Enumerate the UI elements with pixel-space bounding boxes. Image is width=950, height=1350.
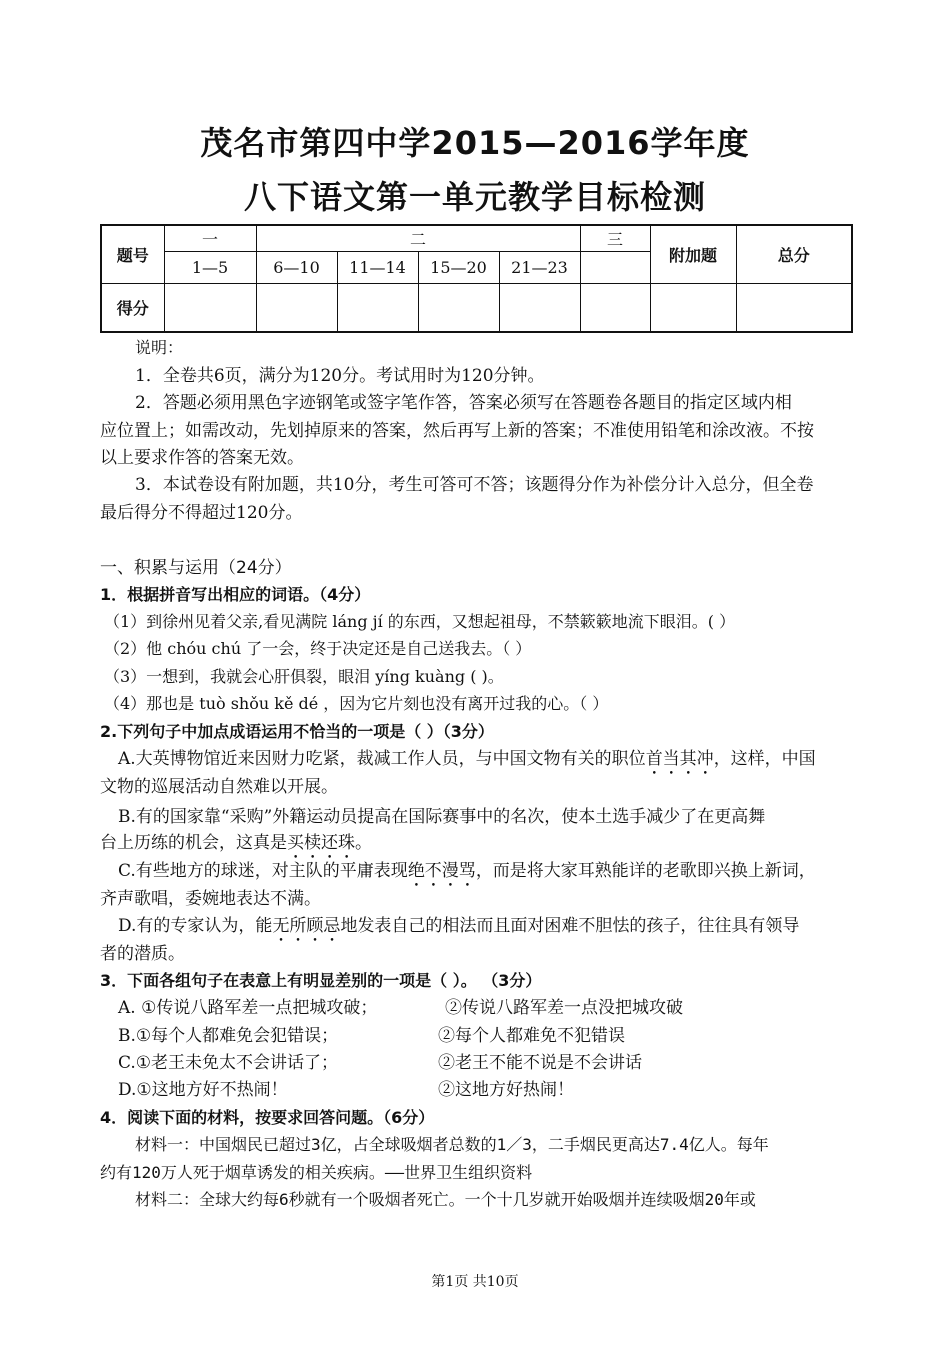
section3-header: 三	[580, 225, 650, 251]
q3-option-b-2: ②每个人都难免不犯错误	[438, 1026, 625, 1046]
score-cell	[337, 283, 418, 332]
range-cell-empty	[580, 251, 650, 283]
q2-option-c-line2: 齐声歌唱，委婉地表达不满。	[100, 889, 321, 909]
q1-title: 1．根据拼音写出相应的词语。（4分）	[100, 585, 371, 604]
total-score-header: 总分	[736, 225, 852, 283]
q2-option-a-line1: A.大英博物馆近来因财力吃紧，裁减工作人员，与中国文物有关的职位首当其冲，这样，中国	[118, 749, 816, 769]
q2-option-b-line2: 台上历练的机会，这真是买椟还珠。	[100, 833, 372, 853]
q1-sentence-3: （3）一想到，我就会心肝俱裂，眼泪 yíng kuàng ( )。	[104, 667, 504, 686]
emphasized-idiom: 无所顾忌	[272, 916, 341, 936]
note-item-3-line2: 最后得分不得超过120分。	[100, 503, 303, 523]
q3-option-d-1: D.①这地方好不热闹！	[118, 1080, 288, 1100]
note-item-1: 1．全卷共6页，满分为120分。考试用时为120分钟。	[135, 366, 545, 386]
page-footer: 第1页 共10页	[431, 1274, 519, 1290]
q2-option-d-line2: 者的潜质。	[100, 944, 185, 964]
q3-option-a-2: ②传说八路军差一点没把城攻破	[445, 998, 683, 1018]
emphasized-idiom: 首当其冲	[645, 749, 714, 769]
notes-heading: 说明：	[135, 338, 184, 357]
q3-title: 3．下面各组句子在表意上有明显差别的一项是（ ）。 （3分）	[100, 971, 542, 990]
q3-option-d-2: ②这地方好热闹！	[438, 1080, 574, 1100]
question-number-label: 题号	[101, 225, 164, 283]
q2-option-b-line1: B.有的国家靠“采购”外籍运动员提高在国际赛事中的名次，使本土选手减少了在更高舞	[118, 807, 766, 827]
score-cell	[580, 283, 650, 332]
extra-question-header: 附加题	[650, 225, 736, 283]
material-1-line2: 约有120万人死于烟草诱发的相关疾病。——世界卫生组织资料	[100, 1163, 533, 1182]
note-item-2-line2: 应位置上；如需改动，先划掉原来的答案，然后再写上新的答案；不准使用铅笔和涂改液。不按	[100, 421, 814, 441]
note-item-2-line3: 以上要求作答的答案无效。	[100, 448, 304, 468]
emphasized-idiom: 买椟还珠	[287, 833, 355, 853]
q2-option-d-line1: D.有的专家认为，能无所顾忌地发表自己的相法而且面对困难不胆怯的孩子，往往具有领导	[118, 916, 800, 936]
q2-option-c-line1: C.有些地方的球迷，对主队的平庸表现绝不漫骂，而是将大家耳熟能详的老歌即兴换上新词，	[118, 861, 816, 881]
q1-sentence-2: （2）他 chóu chú 了一会，终于决定还是自己送我去。（ ）	[104, 639, 532, 658]
q3-option-c-1: C.①老王未免太不会讲话了；	[118, 1053, 339, 1073]
emphasized-idiom: 绝不漫骂	[407, 861, 476, 881]
range-cell: 21—23	[499, 251, 580, 283]
material-2-line1: 材料二：全球大约每6秒就有一个吸烟者死亡。一个十几岁就开始吸烟并连续吸烟20年或	[135, 1190, 756, 1209]
score-cell	[736, 283, 852, 332]
q2-option-a-line2: 文物的巡展活动自然难以开展。	[100, 777, 338, 797]
q4-title: 4．阅读下面的材料，按要求回答问题。（6分）	[100, 1108, 435, 1127]
range-cell: 15—20	[418, 251, 499, 283]
q3-option-b-1: B.①每个人都难免会犯错误；	[118, 1026, 339, 1046]
q2-title: 2.下列句子中加点成语运用不恰当的一项是（ ）（3分）	[100, 722, 494, 741]
score-table	[100, 224, 853, 333]
exam-title-line2: 八下语文第一单元教学目标检测	[243, 178, 706, 216]
section2-header: 二	[256, 225, 580, 251]
q3-option-c-2: ②老王不能不说是不会讲话	[438, 1053, 642, 1073]
q1-sentence-1: （1）到徐州见着父亲,看见满院 láng jí 的东西，又想起祖母，不禁簌簌地流下眼泪。( ）	[104, 612, 736, 631]
score-cell	[650, 283, 736, 332]
range-cell: 1—5	[164, 251, 256, 283]
q3-option-a-1: A. ①传说八路军差一点把城攻破；	[118, 998, 378, 1018]
section1-header: 一	[164, 225, 256, 251]
exam-title-line1: 茂名市第四中学2015—2016学年度	[200, 124, 750, 162]
score-cell	[418, 283, 499, 332]
range-cell: 6—10	[256, 251, 337, 283]
score-cell	[499, 283, 580, 332]
q1-sentence-4: （4）那也是 tuò shǒu kě dé ，因为它片刻也没有离开过我的心。（ ）	[104, 694, 609, 713]
score-row-label: 得分	[101, 283, 164, 332]
section1-heading: 一、积累与运用（24分）	[100, 558, 292, 578]
note-item-2-line1: 2．答题必须用黑色字迹钢笔或签字笔作答，答案必须写在答题卷各题目的指定区域内相	[135, 393, 792, 413]
note-item-3-line1: 3．本试卷设有附加题，共10分，考生可答可不答；该题得分作为补偿分计入总分，但全卷	[135, 475, 814, 495]
score-cell	[164, 283, 256, 332]
score-cell	[256, 283, 337, 332]
material-1-line1: 材料一：中国烟民已超过3亿，占全球吸烟者总数的1／3，二手烟民更高达7.4亿人。每年	[135, 1135, 769, 1154]
range-cell: 11—14	[337, 251, 418, 283]
